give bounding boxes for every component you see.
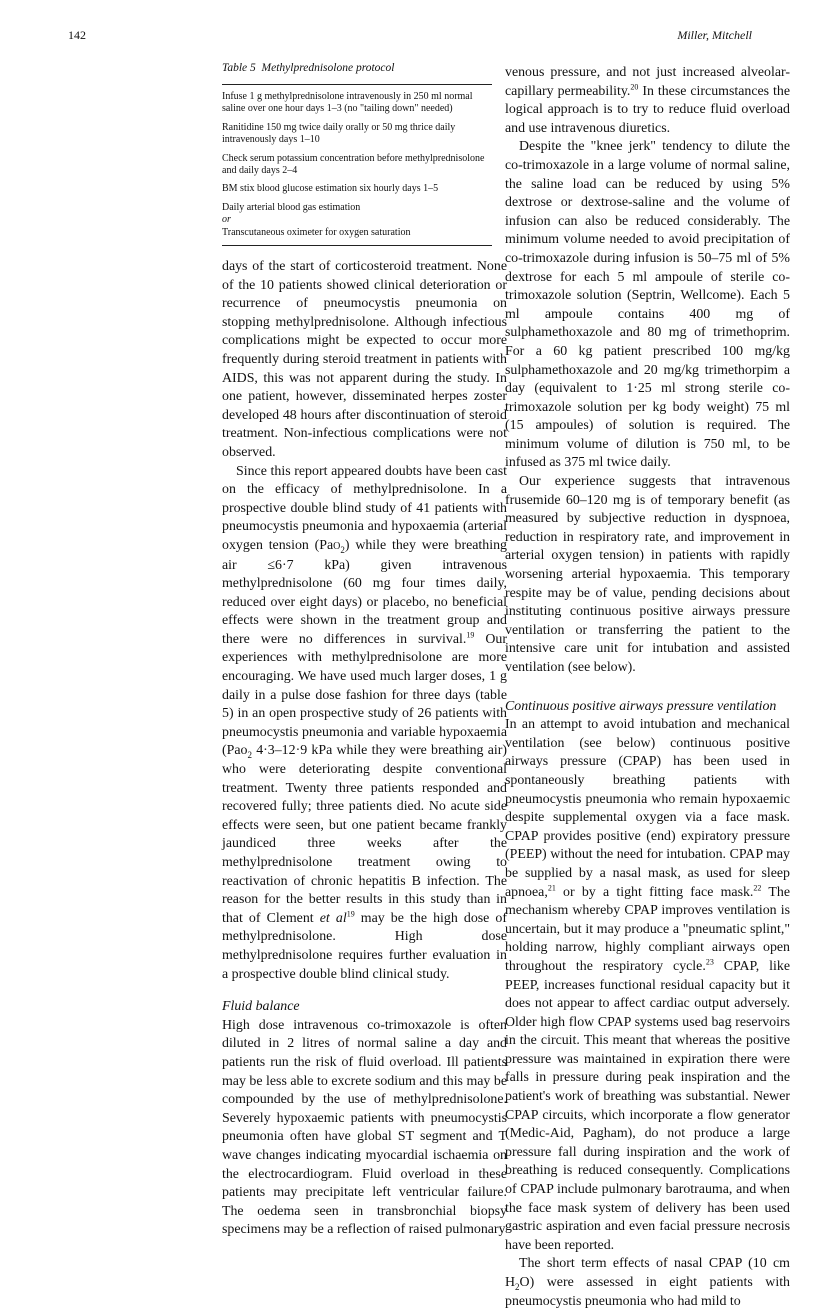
table-row-text: Transcutaneous oximeter for oxygen saturation (222, 226, 411, 238)
paragraph (505, 1255, 790, 1311)
table-title: Methylprednisolone protocol (261, 62, 395, 74)
text-run: CPAP, like PEEP, increases functional residual capacity but it does not appear to affect cardiac output adversely. Older high flow CPAP systems used bag reservoirs in the circuit. This meant that whereas the positive pressure was maintained in expiration there were falls in pressure during peak inspiration and the patient's work of breathing was substantial. Newer CPAP circuits, which incorporate a flow generator (Medic-Aid, Pagham), do not produce a large pressure fall during inspiration and the work of breathing is reduced consequently. Complications of CPAP include pulmonary barotrauma, and when the face mask system of delivery has been used gastric aspiration and even facial pressure necrosis have been reported. (505, 958, 790, 1253)
table-row: Infuse 1 g methylprednisolone intravenously in 250 ml normal saline over one hour days 1–3 (no "tailing down" needed) (222, 91, 473, 115)
table-row: Ranitidine 150 mg twice daily orally or 50 mg thrice daily intravenously days 1–10 (222, 121, 456, 146)
table-caption (222, 62, 492, 74)
table-bottom-rule (222, 245, 492, 246)
text-run: or by a tight fitting face mask. (555, 884, 754, 900)
text-run: O (333, 540, 341, 552)
table-row-or: or (222, 214, 231, 226)
subscript: 2 (340, 544, 345, 555)
reference-superscript: 19 (346, 909, 355, 919)
reference-superscript: 21 (547, 882, 556, 892)
text-run: Since this report appeared doubts have been cast on the efficacy of methylprednisolone. In a prospective double blind study of 41 patients with pneumocystis pneumonia and hypoxaemia (arterial oxygen tension (Pa (222, 463, 507, 553)
table-row: BM stix blood glucose estimation six hourly days 1–5 (222, 183, 439, 195)
reference-superscript: 20 (630, 81, 639, 91)
text-run: venous pressure, and not just increased alveolar-capillary permeability. (505, 65, 790, 99)
paragraph: High dose intravenous co-trimoxazole is often diluted in 2 litres of normal saline a day and patients run the risk of fluid overload. Ill patients may be less able to excrete sodium and this may be compounded by the use of methylprednisolone. Severely hypoxaemic patients with pneumocystis pneumonia often have global ST segment and T wave changes indicating myocardial ischaemia on the electrocardiogram. Fluid overload in these patients may precipitate left ventricular failure. The oedema seen in transbronchial biopsy specimens may be a reflection of raised pulmonary (222, 1017, 507, 1238)
subscript: 2 (247, 750, 252, 761)
text-run: ) while they were breathing air ≤6·7 kPa) given intravenous methylprednisolone (60 mg four times daily, reduced over eight days) or placebo, no beneficial effects were shown in the treatment group and there were no differences in survival. (222, 537, 507, 647)
text-run: 4·3–12·9 kPa while they were breathing air) who were deteriorating despite conventional treatment. Twenty three patients responded and recovered fully; three patients died. No acute side effects were seen, but one patient became frankly jaundiced three weeks after the methylprednisolone treatment owing to reactivation of chronic hepatitis B infection. The reason for the better results in this study than in that of Clement (222, 743, 507, 926)
section-heading-cpap: Continuous positive airways pressure ventilation (505, 698, 777, 714)
paragraph: Despite the "knee jerk" tendency to dilute the co-trimoxazole in a large volume of normal saline, the saline load can be reduced by using 5% dextrose or dextrose-saline and the volume of infusion can also be reduced considerably. The minimum volume needed to avoid precipitation of co-trimoxazole during infusion is 50–75 ml of 5% dextrose for each 5 ml ampoule of sterile co-trimoxazole solution (Septrin, Wellcome). Each 5 ml ampoule contains 400 mg of sulphamethoxazole and 80 mg of trimethoprim. For a 60 kg patient prescribed 100 mg/kg sulphamethoxazole and 20 mg/kg trimethorpim a day (equivalent to 1·25 ml strong sterile co-trimoxazole solution per kg body weight) 75 ml (15 ampoules) of solution is required. The minimum volume of dilution is 750 ml, to be infused as 375 ml twice daily. (505, 139, 790, 471)
reference-superscript: 19 (466, 630, 475, 640)
text-run: Our experiences with methylprednisolone are more encouraging. We have used much larger doses, 1 g daily in a pulse dose fashion for three days (table 5) in an open prospective study of 26 patients with pneumocystis pneumonia and variable hypoxaemia (Pao (222, 631, 507, 759)
reference-superscript: 23 (705, 957, 714, 967)
text-run: The mechanism whereby CPAP improves ventilation is uncertain, but it may produce a "pneumatic splint," holding narrow, highly compliant airways open throughout the respiratory cycle. (505, 884, 790, 974)
page-number: 142 (68, 28, 86, 42)
paragraph (505, 64, 790, 138)
text-run: may be the high dose of methylprednisolone. High dose methylprednisolone requires further evaluation in a prospective double blind clinical study. (222, 910, 508, 982)
table-5 (222, 62, 492, 246)
table-row (222, 202, 492, 239)
right-column (505, 64, 790, 1311)
text-run: et al (319, 910, 347, 926)
table-body (222, 85, 492, 245)
table-row-text: Daily arterial blood gas estimation (222, 201, 361, 213)
table-row: Check serum potassium concentration before methylprednisolone and daily days 2–4 (222, 152, 485, 177)
section-heading-fluid-balance: Fluid balance (222, 999, 300, 1015)
paragraph (505, 716, 790, 1255)
table-label: Table 5 (222, 62, 256, 74)
reference-superscript: 22 (753, 882, 762, 892)
text-run: O) were assessed in eight patients with pneumocystis pneumonia who had mild to (505, 1275, 790, 1309)
text-run: In these circumstances the logical approach is to try to reduce fluid overload and use intravenous diuretics. (505, 83, 790, 136)
paragraph: Our experience suggests that intravenous frusemide 60–120 mg is of temporary benefit (as measured by subjective reduction in dyspnoea, reduction in respiratory rate, and improvement in arterial oxygen tension) in patients with rapidly worsening arterial hypoxaemia. This temporary respite may be of value, pending decisions about instituting continuous positive airways pressure ventilation or transferring the patient to the intensive care unit for intubation and assisted ventilation (see below). (505, 474, 790, 675)
paragraph (222, 463, 507, 985)
running-head: Miller, Mitchell (677, 28, 752, 42)
text-run: The short term effects of nasal CPAP (10 cm H (505, 1256, 790, 1290)
paragraph: days of the start of corticosteroid treatment. None of the 10 patients showed clinical deterioration or recurrence of pneumocystis pneumonia on stopping methylprednisolone. Although infectious complications might be expected to occur more frequently during steroid treatment in patients with AIDS, this was not apparent during the study. In one patient, however, disseminated herpes zoster developed 48 hours after discontinuation of steroid treatment. Non-infectious complications were not observed. (222, 259, 507, 460)
left-column (222, 258, 507, 1240)
text-run: In an attempt to avoid intubation and mechanical ventilation (see below) continuous positive airways pressure (CPAP) has been used in spontaneously breathing patients with pneumocystis pneumonia who remain hypoxaemic despite supplemental oxygen via a face mask. CPAP provides positive (end) expiratory pressure (PEEP) without the need for intubation. CPAP may be supplied by a nasal mask, as used for sleep apnoea, (505, 717, 790, 900)
subscript: 2 (515, 1281, 520, 1292)
